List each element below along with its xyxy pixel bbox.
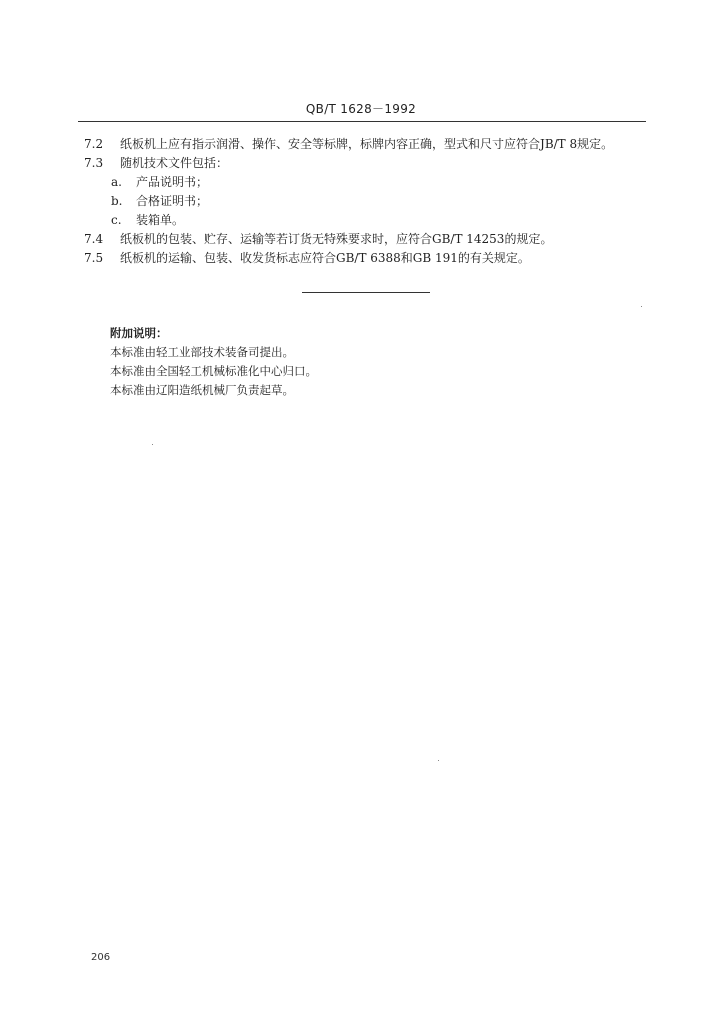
- document-item-b: [111, 193, 208, 209]
- item-text: 合格证明书；: [136, 194, 209, 208]
- additional-note-line: 本标准由辽阳造纸机械厂负责起草。: [110, 383, 294, 397]
- clause-number: 7.2: [84, 137, 104, 151]
- item-letter: a.: [111, 175, 122, 189]
- clause-7-4: [84, 231, 552, 247]
- clause-number: 7.4: [84, 232, 104, 246]
- clause-text: 纸板机上应有指示润滑、操作、安全等标牌，标牌内容正确，型式和尺寸应符合JB/T 8规定。: [120, 137, 614, 151]
- scan-speck: [152, 444, 153, 445]
- item-letter: b.: [111, 194, 123, 208]
- clause-text: 纸板机的运输、包装、收发货标志应符合GB/T 6388和GB 191的有关规定。: [120, 251, 530, 265]
- header-rule: [78, 121, 646, 122]
- end-of-standard-rule: [302, 292, 430, 293]
- item-letter: c.: [111, 213, 122, 227]
- item-text: 产品说明书；: [136, 175, 209, 189]
- standard-code-header: QB/T 1628－1992: [305, 102, 417, 116]
- clause-7-5: [84, 250, 530, 266]
- clause-number: 7.5: [84, 251, 104, 265]
- item-text: 装箱单。: [136, 213, 185, 227]
- clause-text: 纸板机的包装、贮存、运输等若订货无特殊要求时，应符合GB/T 14253的规定。: [120, 232, 553, 246]
- page-number: 206: [91, 952, 111, 963]
- additional-notes-heading: 附加说明：: [110, 326, 168, 340]
- scan-speck: [641, 306, 642, 307]
- document-item-a: [111, 174, 208, 190]
- additional-note-line: 本标准由轻工业部技术装备司提出。: [110, 345, 294, 359]
- clause-number: 7.3: [84, 156, 104, 170]
- document-item-c: [111, 212, 184, 228]
- scan-speck: [438, 760, 439, 761]
- clause-7-3: [84, 155, 228, 171]
- additional-note-line: 本标准由全国轻工机械标准化中心归口。: [110, 364, 317, 378]
- clause-text: 随机技术文件包括：: [120, 156, 229, 170]
- clause-7-2: [84, 136, 613, 152]
